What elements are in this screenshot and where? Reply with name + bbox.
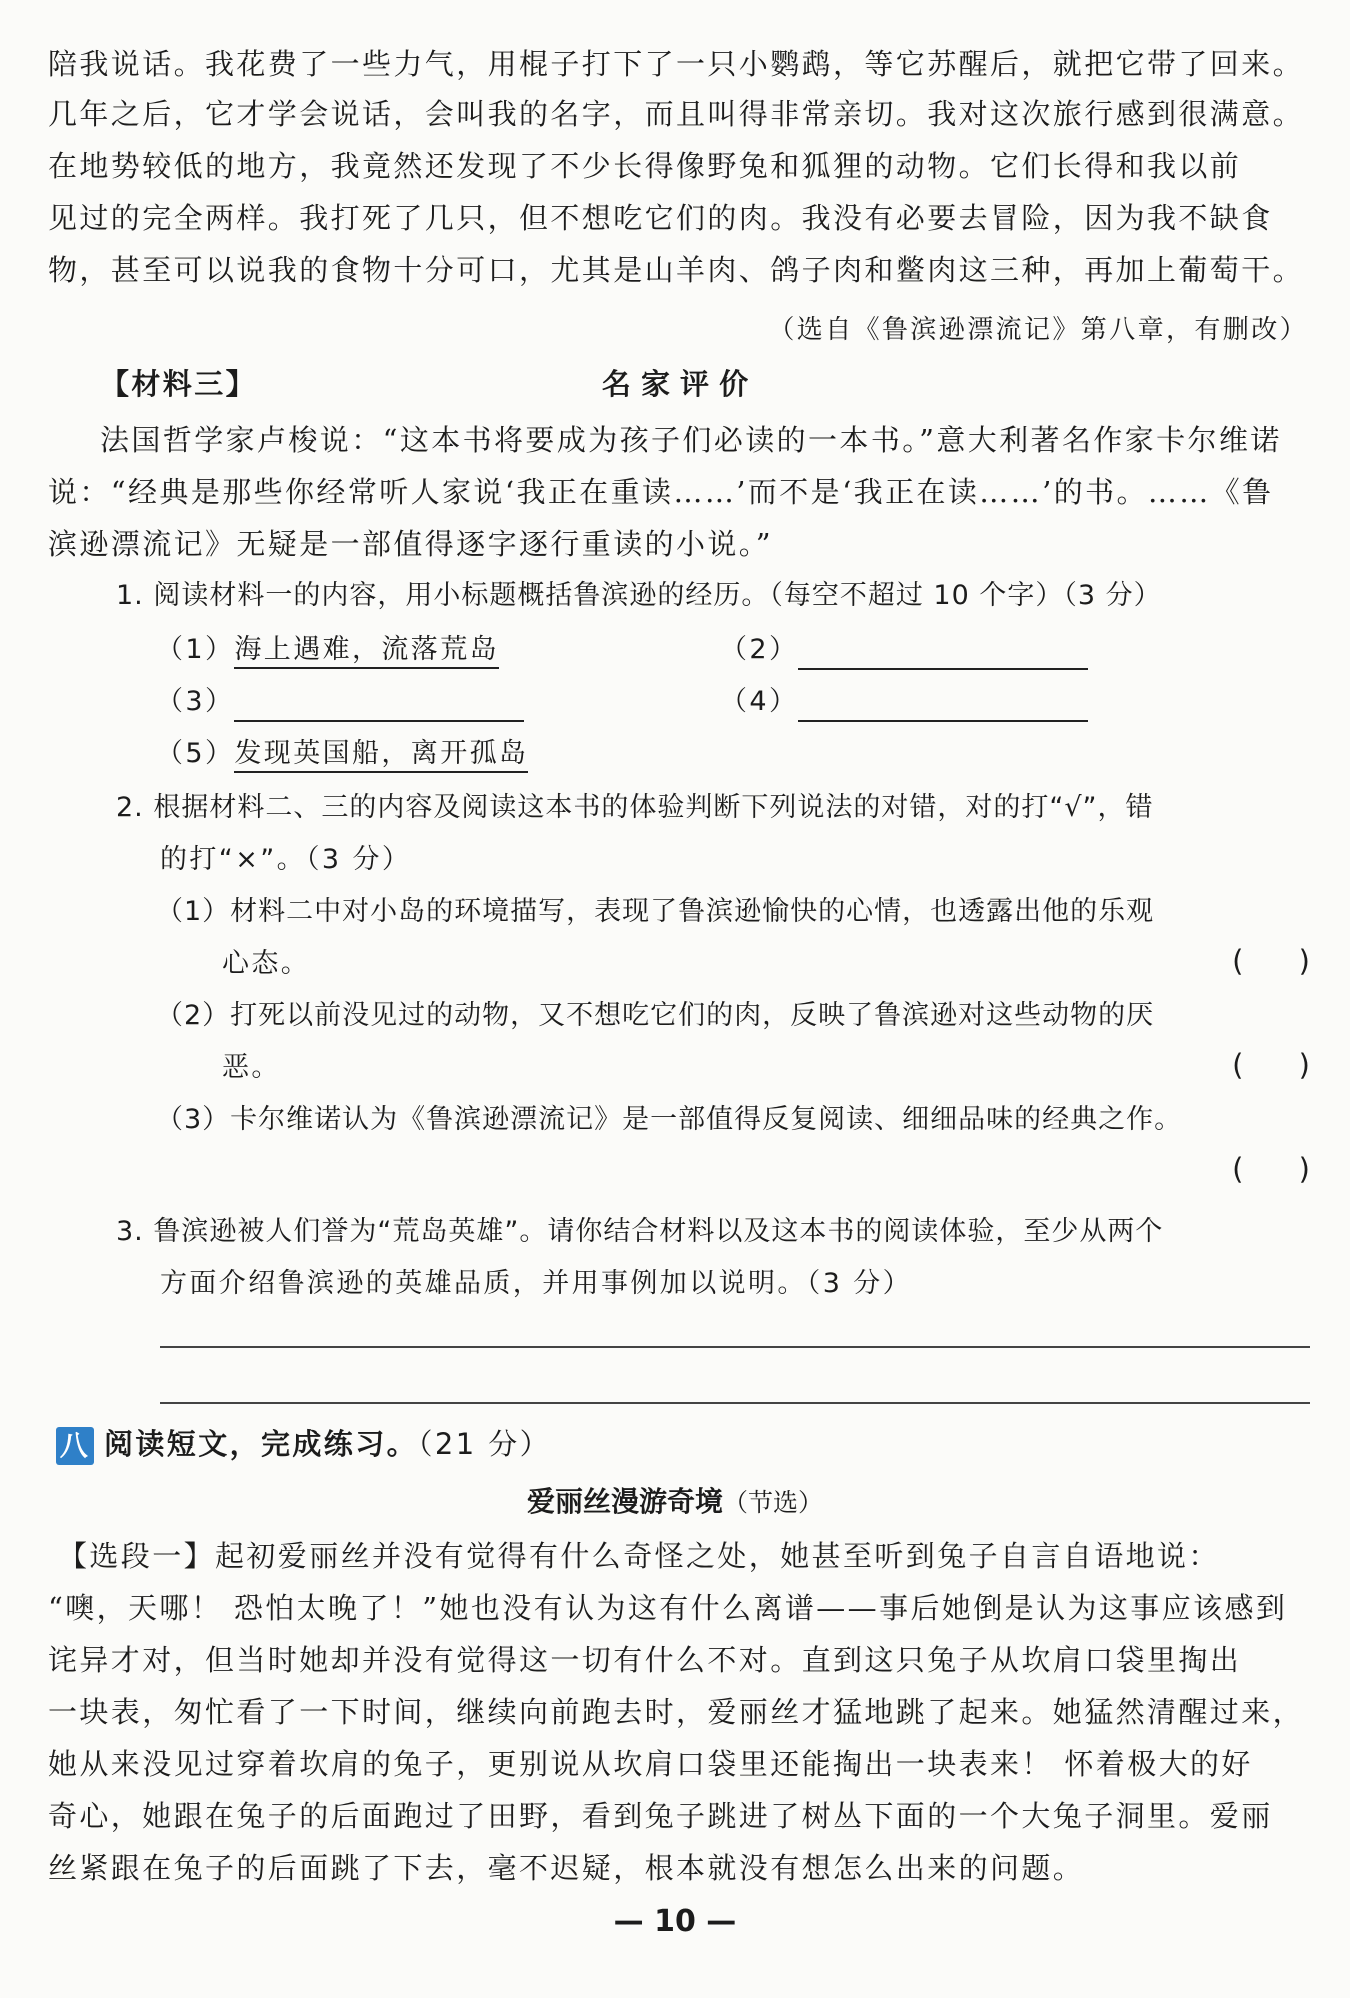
- q1-label: （5）: [156, 738, 235, 769]
- section8-title: 阅读短文，完成练习。: [104, 1427, 419, 1461]
- page-number: — 10 —: [613, 1904, 737, 1939]
- q1-stem: 1. 阅读材料一的内容，用小标题概括鲁滨逊的经历。（每空不超过 10 个字）（3 分）: [116, 580, 1162, 611]
- section8-score: （21 分）: [418, 1427, 552, 1461]
- section8-heading: [56, 1424, 1316, 1465]
- q2-item-3: （3）卡尔维诺认为《鲁滨逊漂流记》是一部值得反复阅读、细细品味的经典之作。: [156, 1104, 1183, 1135]
- q2-item-1-cont: 心态。: [222, 948, 311, 979]
- story-line: 丝紧跟在兔子的后面跳了下去，毫不迟疑，根本就没有想怎么出来的问题。: [48, 1851, 1085, 1885]
- q1-answer-blank-2[interactable]: [798, 638, 1088, 670]
- material3-line: 说：“经典是那些你经常听人家说‘我正在重读……’而不是‘我正在读……’的书。……《鲁: [48, 475, 1274, 509]
- passage-line: 陪我说话。我花费了一些力气，用棍子打下了一只小鹦鹉，等它苏醒后，就把它带了回来。: [48, 47, 1305, 81]
- answer-line[interactable]: [160, 1402, 1310, 1404]
- story-line: 一块表，匆忙看了一下时间，继续向前跑去时，爱丽丝才猛地跳了起来。她猛然清醒过来，: [48, 1695, 1305, 1729]
- passage-line: 物，甚至可以说我的食物十分可口，尤其是山羊肉、鸽子肉和鳖肉这三种，再加上葡萄干。: [48, 253, 1305, 287]
- q2-item-1: （1）材料二中对小岛的环境描写，表现了鲁滨逊愉快的心情，也透露出他的乐观: [156, 896, 1155, 927]
- q2-answer-paren-3[interactable]: ( ): [1232, 1152, 1310, 1186]
- q2-stem: 2. 根据材料二、三的内容及阅读这本书的体验判断下列说法的对错，对的打“√”，错: [116, 792, 1154, 823]
- story-title: 爱丽丝漫游奇境: [526, 1485, 723, 1518]
- q2-stem-cont: 的打“×”。（3 分）: [160, 844, 412, 875]
- passage-line: 见过的完全两样。我打死了几只，但不想吃它们的肉。我没有必要去冒险，因为我不缺食: [48, 201, 1273, 235]
- q1-answer-blank-3[interactable]: [234, 690, 524, 722]
- q1-answer-blank-4[interactable]: [798, 690, 1088, 722]
- q1-label: （3）: [156, 686, 235, 717]
- section-number-badge: 八: [56, 1427, 94, 1465]
- story-line: 【选段一】起初爱丽丝并没有觉得有什么奇怪之处，她甚至听到兔子自言自语地说：: [58, 1539, 1220, 1573]
- q1-item-4: [720, 682, 1220, 722]
- q2-item-2-cont: 恶。: [222, 1052, 281, 1083]
- q2-answer-paren-1[interactable]: ( ): [1232, 944, 1310, 978]
- story-line: “噢，天哪！ 恐怕太晚了！”她也没有认为这有什么离谱——事后她倒是认为这事应该感到: [48, 1591, 1288, 1625]
- passage-line: 在地势较低的地方，我竟然还发现了不少长得像野兔和狐狸的动物。它们长得和我以前: [48, 149, 1242, 183]
- story-line: 她从来没见过穿着坎肩的兔子，更别说从坎肩口袋里还能掏出一块表来！ 怀着极大的好: [48, 1747, 1253, 1781]
- story-subtitle: （节选）: [723, 1488, 824, 1517]
- source-note: （选自《鲁滨逊漂流记》第八章，有删改）: [768, 315, 1308, 345]
- q1-item-3: [156, 682, 656, 722]
- material3-line: 法国哲学家卢梭说：“这本书将要成为孩子们必读的一本书。”意大利著名作家卡尔维诺: [100, 423, 1282, 457]
- material3-tag: 【材料三】: [100, 367, 258, 401]
- material3-title: 名 家 评 价: [601, 367, 749, 401]
- q1-item-2: [720, 630, 1220, 670]
- q1-label: （2）: [720, 634, 799, 665]
- q3-stem-cont: 方面介绍鲁滨逊的英雄品质，并用事例加以说明。（3 分）: [160, 1268, 913, 1299]
- story-line: 奇心，她跟在兔子的后面跑过了田野，看到兔子跳进了树丛下面的一个大兔子洞里。爱丽: [48, 1799, 1273, 1833]
- q3-stem: 3. 鲁滨逊被人们誉为“荒岛英雄”。请你结合材料以及这本书的阅读体验，至少从两个: [116, 1216, 1164, 1247]
- story-line: 诧异才对，但当时她却并没有觉得这一切有什么不对。直到这只兔子从坎肩口袋里掏出: [48, 1643, 1242, 1677]
- q1-answer-5[interactable]: 发现英国船，离开孤岛: [234, 738, 528, 773]
- q1-item-5: [156, 734, 1350, 774]
- q1-answer-1[interactable]: 海上遇难，流落荒岛: [234, 634, 499, 669]
- q2-answer-paren-2[interactable]: ( ): [1232, 1048, 1310, 1082]
- q1-label: （1）: [156, 634, 235, 665]
- q2-item-2: （2）打死以前没见过的动物，又不想吃它们的肉，反映了鲁滨逊对这些动物的厌: [156, 1000, 1155, 1031]
- answer-line[interactable]: [160, 1346, 1310, 1348]
- passage-line: 几年之后，它才学会说话，会叫我的名字，而且叫得非常亲切。我对这次旅行感到很满意。: [48, 97, 1305, 131]
- q1-label: （4）: [720, 686, 799, 717]
- story-title-row: [0, 1482, 1350, 1523]
- material3-line: 滨逊漂流记》无疑是一部值得逐字逐行重读的小说。”: [48, 527, 773, 561]
